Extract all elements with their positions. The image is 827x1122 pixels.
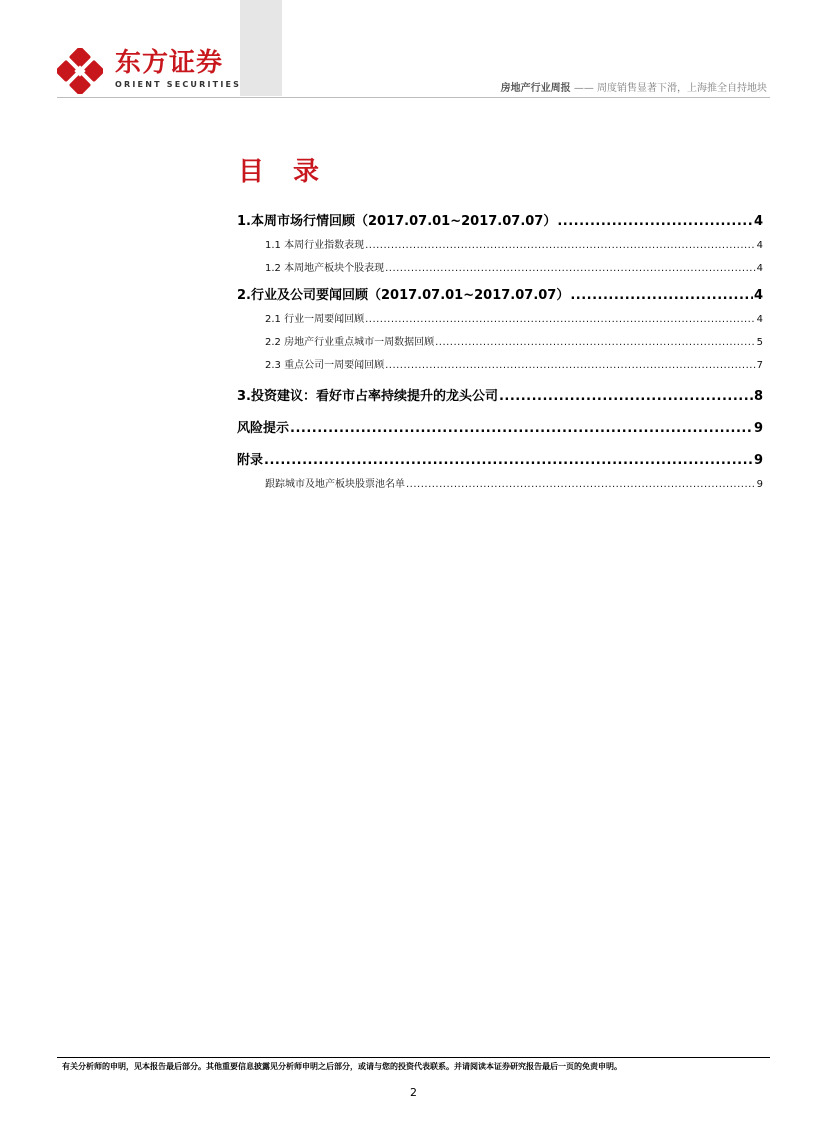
toc-entry-page: 4	[756, 263, 763, 274]
report-header-title	[501, 83, 767, 95]
toc-entry[interactable]	[237, 234, 763, 257]
brand-name-en: ORIENT SECURITIES	[115, 80, 242, 89]
toc-entry[interactable]	[237, 257, 763, 280]
toc-entry-label: 附录	[237, 453, 264, 468]
toc-entry[interactable]	[237, 354, 763, 377]
toc-entry[interactable]	[237, 284, 763, 308]
toc-entry[interactable]	[237, 385, 763, 409]
toc-entry-page: 8	[753, 389, 763, 404]
footer-disclaimer: 有关分析师的申明，见本报告最后部分。其他重要信息披露见分析师申明之后部分，或请与您的投资代表联系。并请阅读本证券研究报告最后一页的免责申明。	[62, 1062, 622, 1071]
toc-leader-dots	[570, 284, 753, 308]
header-separator: ——	[573, 83, 594, 94]
toc-leader-dots	[365, 234, 756, 257]
toc-entry-page: 9	[756, 479, 763, 490]
toc-leader-dots	[385, 257, 756, 280]
toc-entry-page: 4	[756, 314, 763, 325]
header-divider	[57, 97, 770, 98]
toc-leader-dots	[290, 417, 753, 441]
toc-entry-page: 5	[756, 337, 763, 348]
toc-entry-page: 7	[756, 360, 763, 371]
toc-entry-page: 9	[753, 421, 763, 436]
toc-entry-label: 3.投资建议：看好市占率持续提升的龙头公司	[237, 389, 498, 404]
report-subtitle: 周度销售显著下滑，上海推全自持地块	[597, 83, 767, 94]
header-gray-tab	[240, 0, 282, 96]
toc-leader-dots	[406, 473, 756, 496]
toc-entry[interactable]	[237, 473, 763, 496]
footer-divider	[57, 1057, 770, 1058]
toc-leader-dots	[264, 449, 753, 473]
toc-entry-label: 2.1 行业一周要闻回顾	[265, 314, 365, 325]
toc-leader-dots	[499, 385, 753, 409]
toc-title: 目 录	[238, 157, 330, 187]
toc-entry-label: 跟踪城市及地产板块股票池名单	[265, 479, 405, 490]
page-number: 2	[410, 1086, 417, 1099]
table-of-contents	[237, 210, 763, 496]
toc-entry[interactable]	[237, 417, 763, 441]
toc-entry-label: 风险提示	[237, 421, 290, 436]
toc-leader-dots	[557, 210, 753, 234]
toc-entry-label: 2.3 重点公司一周要闻回顾	[265, 360, 385, 371]
orient-logo-icon	[57, 48, 103, 94]
toc-entry-label: 1.本周市场行情回顾（2017.07.01~2017.07.07）	[237, 214, 557, 229]
toc-entry[interactable]	[237, 210, 763, 234]
toc-entry[interactable]	[237, 449, 763, 473]
toc-entry-page: 4	[753, 214, 763, 229]
brand-name-cn: 东方证券	[115, 48, 224, 78]
toc-entry-page: 4	[756, 240, 763, 251]
company-logo	[57, 46, 242, 94]
toc-entry-label: 1.1 本周行业指数表现	[265, 240, 365, 251]
toc-entry-page: 9	[753, 453, 763, 468]
toc-leader-dots	[385, 354, 756, 377]
toc-entry-page: 4	[753, 288, 763, 303]
toc-leader-dots	[435, 331, 756, 354]
toc-entry[interactable]	[237, 331, 763, 354]
toc-leader-dots	[365, 308, 756, 331]
toc-entry[interactable]	[237, 308, 763, 331]
toc-entry-label: 2.2 房地产行业重点城市一周数据回顾	[265, 337, 435, 348]
toc-entry-label: 2.行业及公司要闻回顾（2017.07.01~2017.07.07）	[237, 288, 570, 303]
report-type: 房地产行业周报	[500, 83, 571, 94]
toc-entry-label: 1.2 本周地产板块个股表现	[265, 263, 385, 274]
